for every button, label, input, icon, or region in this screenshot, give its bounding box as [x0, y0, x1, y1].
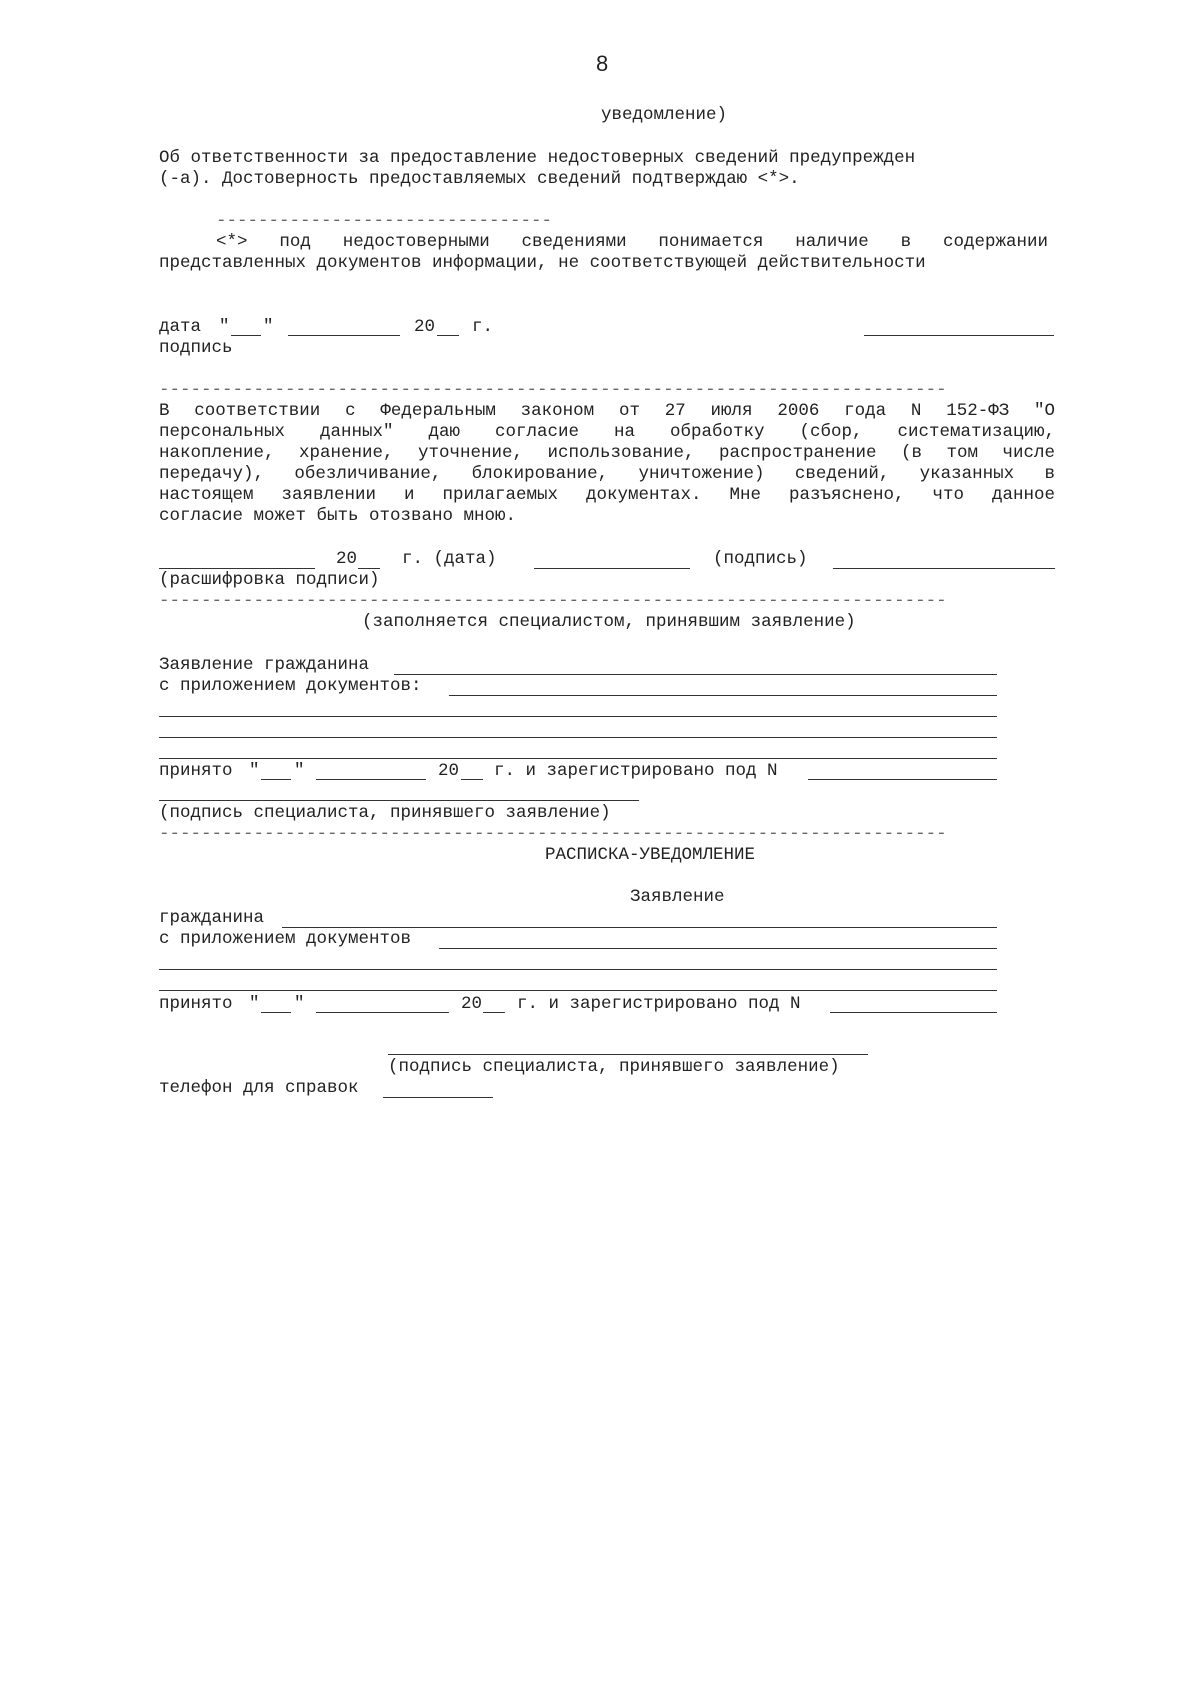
receipt-attachments-label: с приложением документов: [159, 929, 412, 949]
receipt-registered-label: г. и зарегистрировано под N: [517, 994, 801, 1014]
consent-line: персональных данных" даю согласие на обработку (сбор, систематизацию,: [159, 422, 1055, 442]
attachments-extra-line[interactable]: [159, 737, 997, 738]
responsibility-line-2: (-а). Достоверность предоставляемых сведений подтверждаю <*>.: [159, 169, 800, 189]
receipt-citizen-label: гражданина: [159, 908, 265, 928]
date-year-field[interactable]: [437, 335, 459, 336]
receipt-accepted-quote-open: ": [249, 994, 260, 1014]
specialist-signature-field[interactable]: [159, 800, 639, 801]
receipt-accepted-label: принято: [159, 994, 233, 1014]
receipt-subtitle: Заявление: [630, 887, 725, 907]
phone-field[interactable]: [383, 1097, 493, 1098]
receipt-day-field[interactable]: [261, 1012, 291, 1013]
receipt-attachments-field[interactable]: [439, 948, 997, 949]
consent-line: накопление, хранение, уточнение, использование, распространение (в том числе: [159, 443, 1055, 463]
attachments-extra-line[interactable]: [159, 758, 997, 759]
date-label: дата: [159, 317, 202, 337]
consent-line: передачу), обезличивание, блокирование, уничтожение) сведений, указанных в: [159, 464, 1055, 484]
application-citizen-field[interactable]: [394, 674, 997, 675]
consent-signature-field[interactable]: [534, 568, 690, 569]
accepted-quote-close: ": [294, 761, 305, 781]
attachments-extra-line[interactable]: [159, 716, 997, 717]
attachments-label: с приложением документов:: [159, 676, 422, 696]
consent-separator: ---------------------------------------------------------------------------: [159, 380, 947, 400]
receipt-attachments-extra-line[interactable]: [159, 969, 997, 970]
signature-field[interactable]: [864, 335, 1054, 336]
consent-decoding-field[interactable]: [833, 568, 1055, 569]
page-number: 8: [596, 51, 609, 76]
consent-year-suffix: г. (дата): [402, 549, 497, 569]
receipt-accepted-quote-close: ": [294, 994, 305, 1014]
date-month-field[interactable]: [288, 335, 400, 336]
footnote-line-1: <*> под недостоверными сведениями понимается наличие в содержании: [216, 232, 1048, 252]
signature-label: подпись: [159, 338, 233, 358]
footnote-separator: --------------------------------: [216, 211, 553, 231]
consent-line: В соответствии с Федеральным законом от 27 июля 2006 года N 152-ФЗ "О: [159, 401, 1055, 421]
specialist-signature-label: (подпись специалиста, принявшего заявление): [159, 803, 611, 823]
consent-decoding-label: (расшифровка подписи): [159, 570, 380, 590]
registered-label: г. и зарегистрировано под N: [494, 761, 778, 781]
specialist-separator: ---------------------------------------------------------------------------: [159, 591, 947, 611]
accepted-quote-open: ": [249, 761, 260, 781]
consent-signature-label: (подпись): [713, 549, 808, 569]
receipt-attachments-extra-line[interactable]: [159, 990, 997, 991]
consent-line: согласие может быть отозвано мною.: [159, 506, 517, 526]
phone-label: телефон для справок: [159, 1078, 359, 1098]
receipt-registration-number-field[interactable]: [830, 1012, 997, 1013]
date-day-field[interactable]: [231, 335, 261, 336]
date-year: 20: [414, 317, 436, 337]
receipt-title: РАСПИСКА-УВЕДОМЛЕНИЕ: [545, 845, 756, 865]
accepted-month-field[interactable]: [316, 779, 426, 780]
receipt-specialist-signature-label: (подпись специалиста, принявшего заявление): [388, 1057, 840, 1077]
specialist-bottom-separator: ---------------------------------------------------------------------------: [159, 824, 947, 844]
specialist-header: (заполняется специалистом, принявшим заявление): [362, 612, 856, 632]
date-year-suffix: г.: [472, 317, 494, 337]
application-label: Заявление гражданина: [159, 655, 370, 675]
date-quote-open: ": [219, 317, 230, 337]
attachments-field[interactable]: [449, 695, 997, 696]
accepted-day-field[interactable]: [261, 779, 291, 780]
receipt-specialist-signature-field[interactable]: [388, 1054, 868, 1055]
consent-year: 20: [336, 549, 358, 569]
accepted-label: принято: [159, 761, 233, 781]
footnote-line-2: представленных документов информации, не соответствующей действительности: [159, 253, 926, 273]
top-fragment: уведомление): [601, 105, 728, 125]
date-quote-close: ": [263, 317, 274, 337]
registration-number-field[interactable]: [808, 779, 997, 780]
accepted-year: 20: [438, 761, 460, 781]
receipt-month-field[interactable]: [316, 1012, 449, 1013]
receipt-year: 20: [461, 994, 483, 1014]
receipt-year-field[interactable]: [483, 1012, 505, 1013]
accepted-year-field[interactable]: [461, 779, 483, 780]
responsibility-line-1: Об ответственности за предоставление недостоверных сведений предупрежден: [159, 148, 916, 168]
consent-line: настоящем заявлении и прилагаемых документах. Мне разъяснено, что данное: [159, 485, 1055, 505]
